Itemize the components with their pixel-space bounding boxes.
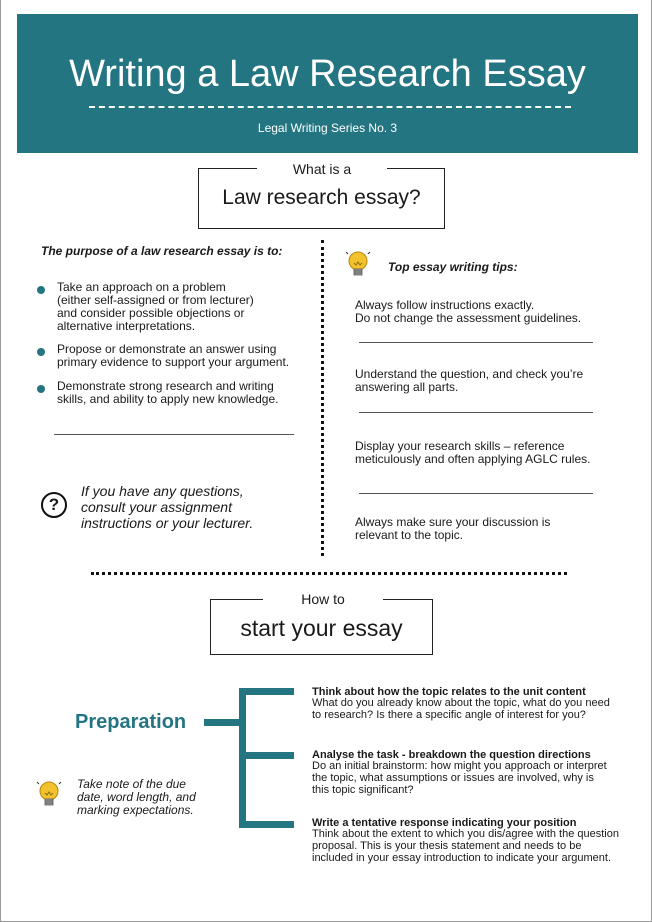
bullet-dot bbox=[37, 385, 45, 393]
bullet-line: Demonstrate strong research and writing bbox=[57, 379, 274, 393]
tip-line: meticulously and often applying AGLC rules. bbox=[355, 452, 591, 466]
tip-item-3 bbox=[355, 440, 625, 466]
bullet-dot bbox=[37, 286, 45, 294]
series-label: Legal Writing Series No. 3 bbox=[257, 121, 398, 135]
note-line: date, word length, and bbox=[77, 790, 196, 804]
purpose-bullet-2 bbox=[57, 343, 307, 369]
bullet-line: skills, and ability to apply new knowledge. bbox=[57, 392, 279, 406]
step-line: Do an initial brainstorm: how might you approach or interpret bbox=[312, 760, 607, 772]
tip-line: answering all parts. bbox=[355, 380, 459, 394]
lightbulb-icon bbox=[36, 780, 62, 810]
section1-caption: What is a bbox=[257, 161, 387, 177]
bullet-line: Propose or demonstrate an answer using bbox=[57, 342, 277, 356]
bullet-line: primary evidence to support your argument. bbox=[57, 355, 290, 369]
step-line: Think about the extent to which you dis/agree with the question bbox=[312, 828, 619, 840]
question-mark-icon: ? bbox=[41, 492, 67, 518]
section1-frame bbox=[198, 161, 445, 229]
bracket-arm-3 bbox=[239, 821, 294, 828]
preparation-label: Preparation bbox=[75, 711, 187, 733]
page-title: Writing a Law Research Essay bbox=[69, 53, 586, 95]
bullet-line: Take an approach on a problem bbox=[57, 280, 226, 294]
section-divider bbox=[91, 572, 567, 575]
step-line: included in your essay introduction to indicate your argument. bbox=[312, 852, 612, 864]
tip-line: relevant to the topic. bbox=[355, 528, 464, 542]
purpose-bullet-1 bbox=[57, 281, 307, 333]
step-line: the topic, what assumptions or issues are involved, why is bbox=[312, 772, 594, 784]
bullet-dot bbox=[37, 348, 45, 356]
note-line: marking expectations. bbox=[77, 803, 194, 817]
step-line: this topic significant? bbox=[312, 784, 414, 796]
questions-note bbox=[81, 483, 291, 531]
purpose-bullet-3 bbox=[57, 380, 307, 406]
step-1-title: Think about how the topic relates to the unit content bbox=[312, 686, 586, 698]
lightbulb-icon bbox=[345, 250, 371, 280]
tip-item-4 bbox=[355, 516, 625, 542]
purpose-heading: The purpose of a law research essay is to: bbox=[41, 244, 283, 258]
bracket-arm-2 bbox=[239, 752, 294, 759]
tip-item-2 bbox=[355, 368, 625, 394]
bullet-line: and consider possible objections or bbox=[57, 306, 245, 320]
section2-caption: How to bbox=[263, 591, 383, 607]
step-1-body bbox=[312, 697, 632, 721]
note-line: instructions or your lecturer. bbox=[81, 515, 254, 531]
note-line: Take note of the due bbox=[77, 777, 186, 791]
bracket-arm-1 bbox=[239, 688, 294, 695]
column-divider bbox=[321, 240, 324, 556]
header-divider bbox=[89, 106, 571, 108]
note-line: If you have any questions, bbox=[81, 483, 244, 499]
step-line: proposal. This is your thesis statement and needs to be bbox=[312, 840, 582, 852]
tip-line: Do not change the assessment guidelines. bbox=[355, 311, 582, 325]
tip-divider bbox=[359, 493, 593, 494]
bullet-line: alternative interpretations. bbox=[57, 319, 196, 333]
tip-line: Display your research skills – reference bbox=[355, 439, 565, 453]
tip-divider bbox=[359, 342, 593, 343]
bullet-line: (either self-assigned or from lecturer) bbox=[57, 293, 254, 307]
section2-frame bbox=[210, 591, 433, 655]
section2-heading: start your essay bbox=[240, 615, 403, 641]
header-banner bbox=[17, 14, 638, 153]
purpose-divider bbox=[54, 434, 294, 435]
step-line: What do you already know about the topic, what do you need bbox=[312, 697, 610, 709]
tips-heading: Top essay writing tips: bbox=[388, 260, 518, 274]
tip-line: Understand the question, and check you’re bbox=[355, 367, 584, 381]
tip-line: Always make sure your discussion is bbox=[355, 515, 551, 529]
step-2-body bbox=[312, 760, 632, 796]
note-line: consult your assignment bbox=[81, 499, 232, 515]
tip-item-1 bbox=[355, 299, 625, 325]
due-date-note bbox=[77, 778, 217, 817]
step-3-title: Write a tentative response indicating your position bbox=[312, 817, 577, 829]
tip-divider bbox=[359, 412, 593, 413]
step-3-body bbox=[312, 828, 632, 864]
step-line: to research? Is there a specific angle of interest for you? bbox=[312, 709, 586, 721]
section1-heading: Law research essay? bbox=[222, 186, 421, 209]
tip-line: Always follow instructions exactly. bbox=[355, 298, 535, 312]
step-2-title: Analyse the task - breakdown the question directions bbox=[312, 749, 591, 761]
